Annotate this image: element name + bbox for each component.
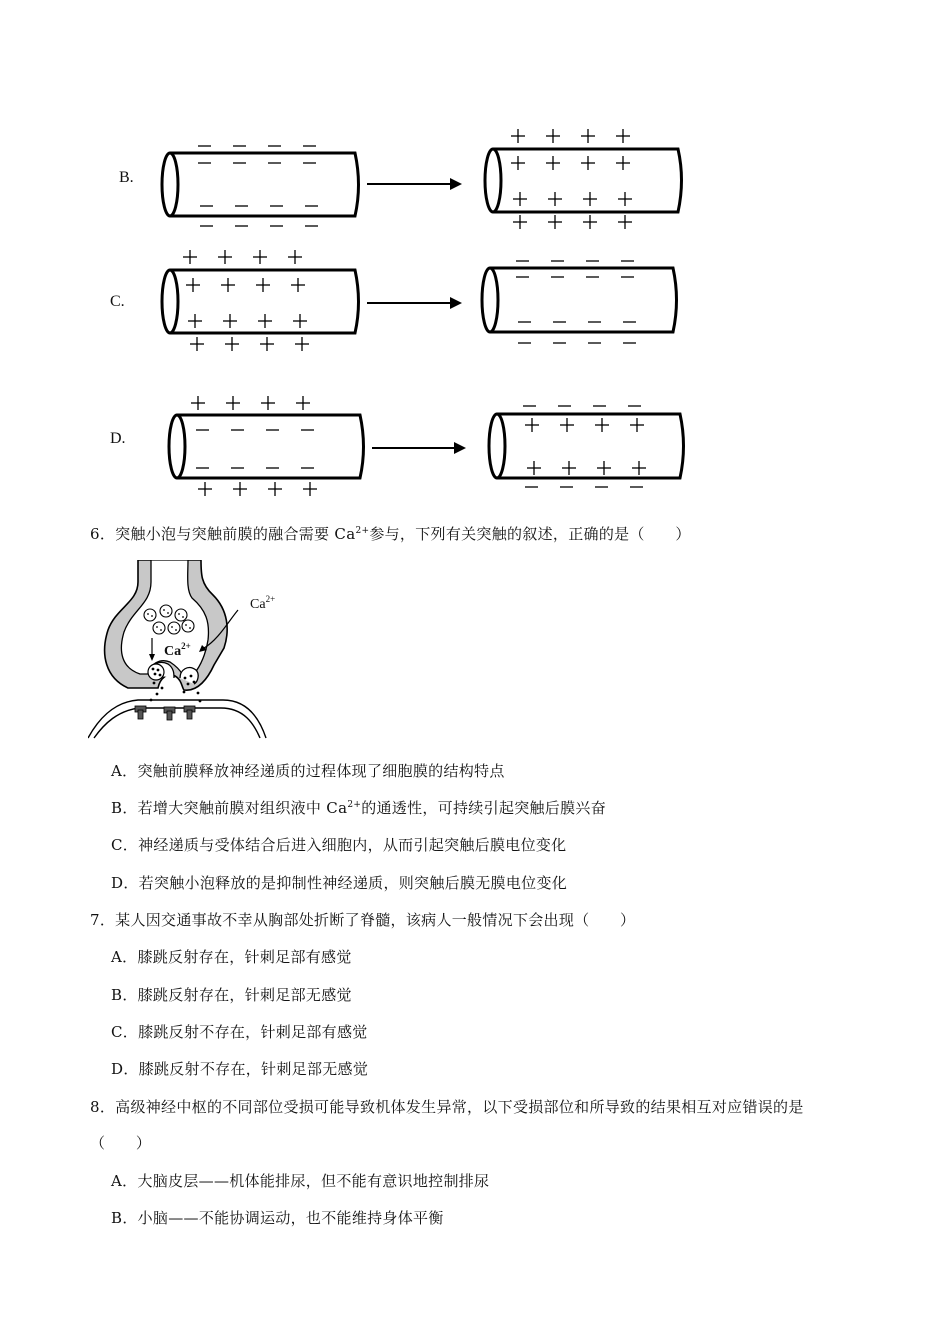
q6-option-c[interactable]: [111, 834, 566, 855]
option-text-part2: 的通透性，可持续引起突触后膜兴奋: [361, 799, 607, 817]
question-dot: ．: [99, 1098, 116, 1116]
question-number: 6: [90, 525, 100, 543]
nerve-fiber-diagram-b: [150, 120, 710, 240]
option-letter: B．: [111, 986, 138, 1004]
option-label-b: B.: [119, 169, 134, 186]
option-letter: B．: [111, 799, 138, 817]
q7-option-b[interactable]: [111, 984, 352, 1005]
option-text: 膝跳反射存在，针刺足部无感觉: [137, 986, 352, 1004]
q8-option-a[interactable]: [111, 1170, 489, 1191]
question-7-stem: [90, 909, 635, 930]
option-letter: B．: [111, 1209, 138, 1227]
question-6-stem: [90, 523, 691, 544]
superscript: 2+: [181, 641, 191, 651]
superscript: 2+: [355, 526, 370, 536]
option-letter: D．: [111, 1060, 139, 1078]
option-text: 小脑——不能协调运动，也不能维持身体平衡: [137, 1209, 444, 1227]
option-letter: A．: [111, 1172, 138, 1190]
option-letter: A．: [111, 948, 138, 966]
q7-option-d[interactable]: [111, 1058, 368, 1079]
calcium-text: Ca: [164, 644, 182, 659]
option-label-c: C.: [110, 293, 125, 310]
option-text: 神经递质与受体结合后进入细胞内，从而引起突触后膜电位变化: [138, 836, 567, 854]
superscript: 2+: [265, 594, 276, 604]
question-8-stem-cont: （ ）: [90, 1134, 152, 1152]
nerve-fiber-diagram-c: [150, 240, 710, 360]
option-text: 膝跳反射不存在，针刺足部无感觉: [138, 1060, 369, 1078]
superscript: 2+: [347, 800, 362, 810]
question-dot: ．: [99, 911, 116, 929]
option-label-d: D.: [110, 430, 126, 447]
q8-option-b[interactable]: [111, 1207, 444, 1228]
q6-option-b[interactable]: [111, 797, 606, 818]
q7-option-a[interactable]: [111, 946, 352, 967]
option-text-part1: 若增大突触前膜对组织液中 Ca: [137, 799, 348, 817]
q7-option-c[interactable]: [111, 1021, 368, 1042]
option-text: 大脑皮层——机体能排尿，但不能有意识地控制排尿: [137, 1172, 490, 1190]
q6-option-d[interactable]: [111, 872, 567, 893]
question-8-stem: [90, 1096, 804, 1117]
nerve-fiber-diagram-d: [150, 385, 710, 505]
q6-option-a[interactable]: [111, 760, 505, 781]
option-letter: C．: [111, 1023, 139, 1041]
option-text: 膝跳反射不存在，针刺足部有感觉: [138, 1023, 368, 1041]
question-text-part2: 参与，下列有关突触的叙述，正确的是（ ）: [369, 525, 691, 543]
calcium-label-inner: [164, 641, 191, 660]
option-letter: D．: [111, 874, 139, 892]
question-number: 8: [90, 1098, 100, 1116]
question-text-part1: 突触小泡与突触前膜的融合需要 Ca: [115, 525, 356, 543]
option-text: 若突触小泡释放的是抑制性神经递质，则突触后膜无膜电位变化: [138, 874, 568, 892]
question-text: 某人因交通事故不幸从胸部处折断了脊髓，该病人一般情况下会出现（ ）: [115, 911, 636, 929]
question-number: 7: [90, 911, 100, 929]
question-dot: ．: [99, 525, 116, 543]
option-letter: A．: [111, 762, 138, 780]
calcium-label-outer: [250, 594, 275, 613]
question-text: 高级神经中枢的不同部位受损可能导致机体发生异常，以下受损部位和所导致的结果相互对应错误的是: [115, 1098, 804, 1116]
calcium-text: Ca: [250, 597, 266, 612]
option-letter: C．: [111, 836, 139, 854]
option-text: 突触前膜释放神经递质的过程体现了细胞膜的结构特点: [137, 762, 505, 780]
option-text: 膝跳反射存在，针刺足部有感觉: [137, 948, 352, 966]
